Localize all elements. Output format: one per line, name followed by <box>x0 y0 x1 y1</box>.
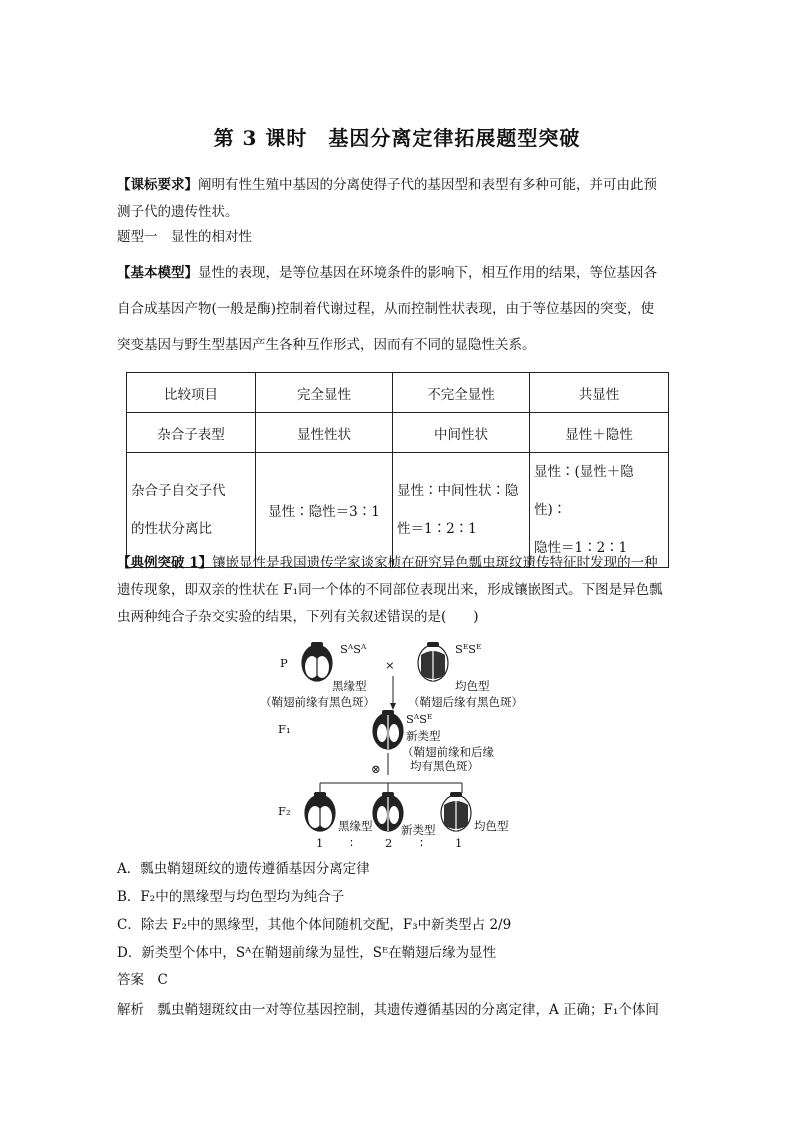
table-cell: 显性∶隐性＝3∶1 <box>256 453 393 568</box>
curriculum-text-1: 阐明有性生殖中基因的分离使得子代的基因型和表型有多种可能，并可由此预 <box>198 177 657 193</box>
row-label-line: 杂合子自交子代 <box>131 483 226 499</box>
f2-name-uniform: 均色型 <box>474 819 509 833</box>
example-line-3: 虫两种纯合子杂交实验的结果，下列有关叙述错误的是( ) <box>117 609 479 625</box>
option-d: D．新类型个体中，Sᴬ在鞘翅前缘为显性，Sᴱ在鞘翅后缘为显性 <box>117 945 497 961</box>
parent2-desc: （鞘翅后缘有黑色斑） <box>408 695 523 709</box>
table-row <box>127 413 669 453</box>
comparison-table <box>126 372 669 568</box>
parent1-desc: （鞘翅前缘有黑色斑） <box>260 695 375 709</box>
table-cell: 显性性状 <box>256 413 393 453</box>
f1-name: 新类型 <box>406 729 441 743</box>
example-question <box>117 550 679 631</box>
model-tag: 【基本模型】 <box>117 265 198 281</box>
ratio-separator: ∶ <box>350 836 353 850</box>
table-header: 比较项目 <box>127 373 256 413</box>
basic-model <box>117 255 679 363</box>
selfing-symbol: ⊗ <box>371 762 381 776</box>
table-header: 不完全显性 <box>393 373 530 413</box>
option-b: B．F₂中的黑缘型与均色型均为纯合子 <box>117 889 345 905</box>
table-header: 完全显性 <box>256 373 393 413</box>
f1-desc-2: 均有黑色斑） <box>410 759 479 773</box>
cell-line: 显性∶(显性＋隐性)∶ <box>534 464 634 518</box>
ratio-value: 1 <box>316 836 324 850</box>
curriculum-tag: 【课标要求】 <box>117 177 198 193</box>
curriculum-requirement <box>117 172 679 226</box>
section-heading: 题型一 显性的相对性 <box>117 229 252 245</box>
example-line-2: 遗传现象，即双亲的性状在 F₁同一个体的不同部位表现出来，形成镶嵌图式。下图是异色瓢 <box>117 582 663 598</box>
p-label: P <box>280 656 288 670</box>
table-header: 共显性 <box>530 373 669 413</box>
parent2-genotype: SᴱSᴱ <box>455 642 482 656</box>
option-c: C．除去 F₂中的黑缘型，其他个体间随机交配，F₃中新类型占 2/9 <box>117 917 512 933</box>
f2-label: F₂ <box>278 804 291 818</box>
cross-symbol: × <box>385 658 395 672</box>
row-label-line: 的性状分离比 <box>131 521 212 537</box>
cell-line: 性＝1∶2∶1 <box>397 521 477 537</box>
cell-line: 显性∶中间性状∶隐 <box>397 483 519 499</box>
page-title: 第 3 课时 基因分离定律拓展题型突破 <box>213 126 581 150</box>
model-line-1: 显性的表现，是等位基因在环境条件的影响下，相互作用的结果，等位基因各 <box>198 265 657 281</box>
curriculum-text-2: 测子代的遗传性状。 <box>117 204 239 220</box>
parent2-name: 均色型 <box>455 679 490 693</box>
cross-diagram <box>260 640 540 850</box>
table-cell: 中间性状 <box>393 413 530 453</box>
ratio-value: 1 <box>455 836 463 850</box>
cell-line: 隐性＝1∶2∶1 <box>534 540 628 556</box>
table-header-row <box>127 373 669 413</box>
f2-name-new: 新类型 <box>401 823 436 837</box>
f1-label: F₁ <box>278 722 291 736</box>
ratio-value: 2 <box>385 836 393 850</box>
answer: 答案 C <box>117 972 168 988</box>
table-cell: 显性＋隐性 <box>530 413 669 453</box>
model-line-2: 自合成基因产物(一般是酶)控制着代谢过程，从而控制性状表现，由于等位基因的突变，使 <box>117 301 655 317</box>
example-tag: 【典例突破 1】 <box>117 555 213 571</box>
option-a: A．瓢虫鞘翅斑纹的遗传遵循基因分离定律 <box>117 861 370 877</box>
example-line-1: 镶嵌显性是我国遗传学家谈家桢在研究异色瓢虫斑纹遗传特征时发现的一种 <box>212 555 658 571</box>
f1-genotype: SᴬSᴱ <box>406 712 433 726</box>
analysis: 解析 瓢虫鞘翅斑纹由一对等位基因控制，其遗传遵循基因的分离定律，A 正确；F₁个体间 <box>117 1002 659 1018</box>
parent1-name: 黑缘型 <box>332 679 367 693</box>
parent1-genotype: SᴬSᴬ <box>340 642 367 656</box>
f2-name-black-edge: 黑缘型 <box>338 819 373 833</box>
table-cell: 杂合子表型 <box>127 413 256 453</box>
ratio-separator: ∶ <box>420 836 423 850</box>
model-line-3: 突变基因与野生型基因产生各种互作形式，因而有不同的显隐性关系。 <box>117 337 536 353</box>
f1-desc-1: （鞘翅前缘和后缘 <box>402 745 494 759</box>
